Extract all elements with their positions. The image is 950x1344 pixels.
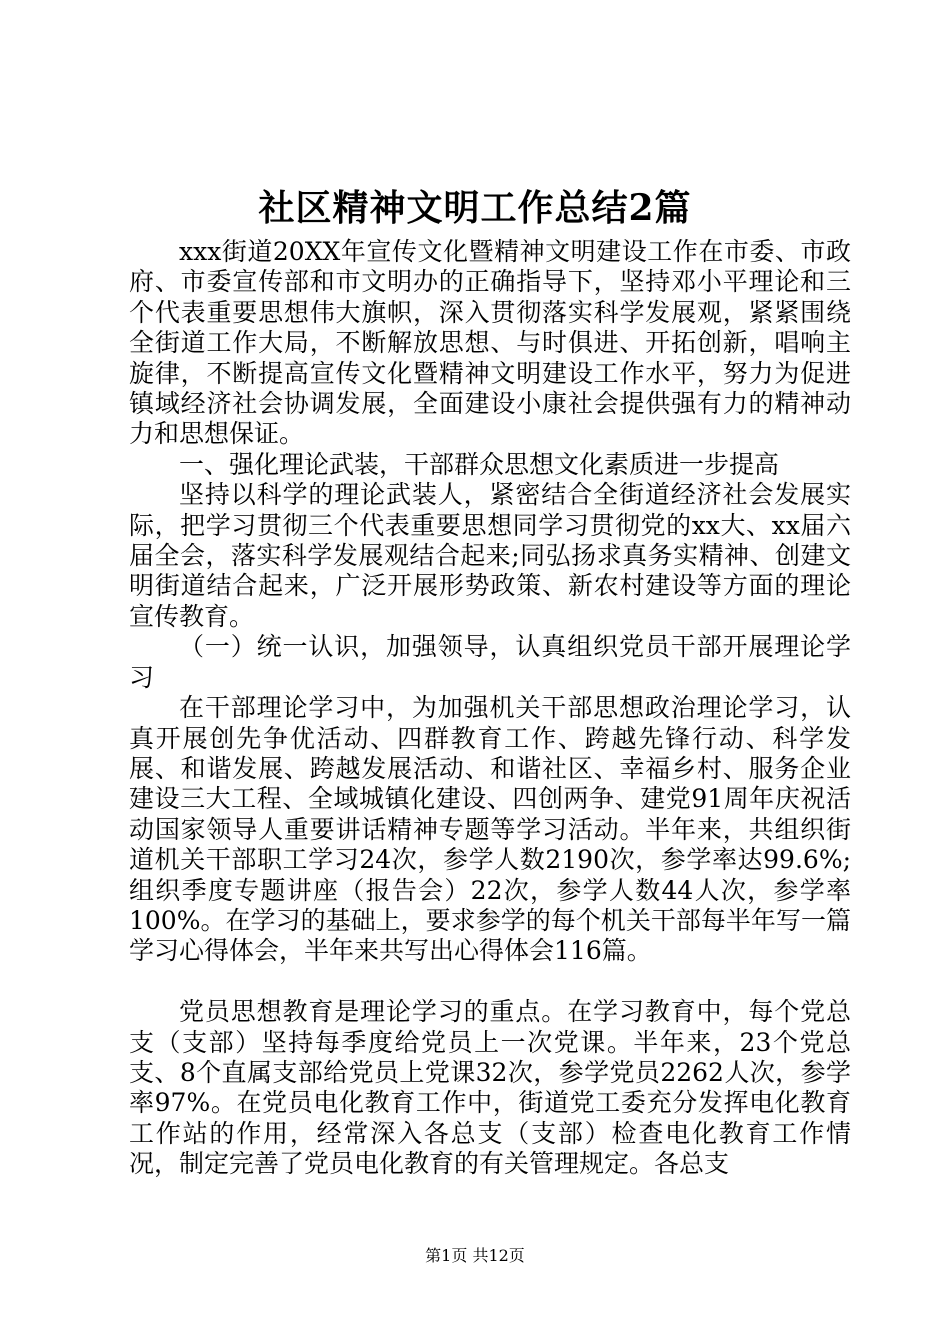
document-body (129, 237, 851, 1180)
paragraph-section-1: 坚持以科学的理论武装人，紧密结合全街道经济社会发展实际，把学习贯彻三个代表重要思想同学习贯彻党的xx大、xx届六届全会，落实科学发展观结合起来;同弘扬求真务实精神、创建文明街道结合起来，广泛开展形势政策、新农村建设等方面的理论宣传教育。 (129, 480, 851, 631)
page-number-footer: 第1页 共12页 (425, 1246, 525, 1265)
document-title: 社区精神文明工作总结2篇 (258, 187, 692, 229)
paragraph-spacer (129, 967, 851, 997)
paragraph-party-education: 党员思想教育是理论学习的重点。在学习教育中，每个党总支（支部）坚持每季度给党员上一次党课。半年来，23个党总支、8个直属支部给党员上党课32次，参学党员2262人次，参学率97%。在党员电化教育工作中，街道党工委充分发挥电化教育工作站的作用，经常深入各总支（支部）检查电化教育工作情况，制定完善了党员电化教育的有关管理规定。各总支 (129, 997, 851, 1179)
subsection-heading-1: （一）统一认识，加强领导，认真组织党员干部开展理论学习 (129, 632, 851, 692)
section-heading-1: 一、强化理论武装，干部群众思想文化素质进一步提高 (179, 449, 780, 479)
paragraph-intro: xxx街道20XX年宣传文化暨精神文明建设工作在市委、市政府、市委宣传部和市文明办的正确指导下，坚持邓小平理论和三个代表重要思想伟大旗帜，深入贯彻落实科学发展观，紧紧围绕全街道工作大局，不断解放思想、与时俱进、开拓创新，唱响主旋律，不断提高宣传文化暨精神文明建设工作水平，努力为促进镇域经济社会协调发展，全面建设小康社会提供强有力的精神动力和思想保证。 (129, 237, 851, 449)
paragraph-cadre-study: 在干部理论学习中，为加强机关干部思想政治理论学习，认真开展创先争优活动、四群教育工作、跨越先锋行动、科学发展、和谐发展、跨越发展活动、和谐社区、幸福乡村、服务企业建设三大工程、全域城镇化建设、四创两争、建党91周年庆祝活动国家领导人重要讲话精神专题等学习活动。半年来，共组织街道机关干部职工学习24次，参学人数2190次，参学率达99.6%;组织季度专题讲座（报告会）22次，参学人数44人次，参学率100%。在学习的基础上，要求参学的每个机关干部每半年写一篇学习心得体会，半年来共写出心得体会116篇。 (129, 693, 851, 966)
